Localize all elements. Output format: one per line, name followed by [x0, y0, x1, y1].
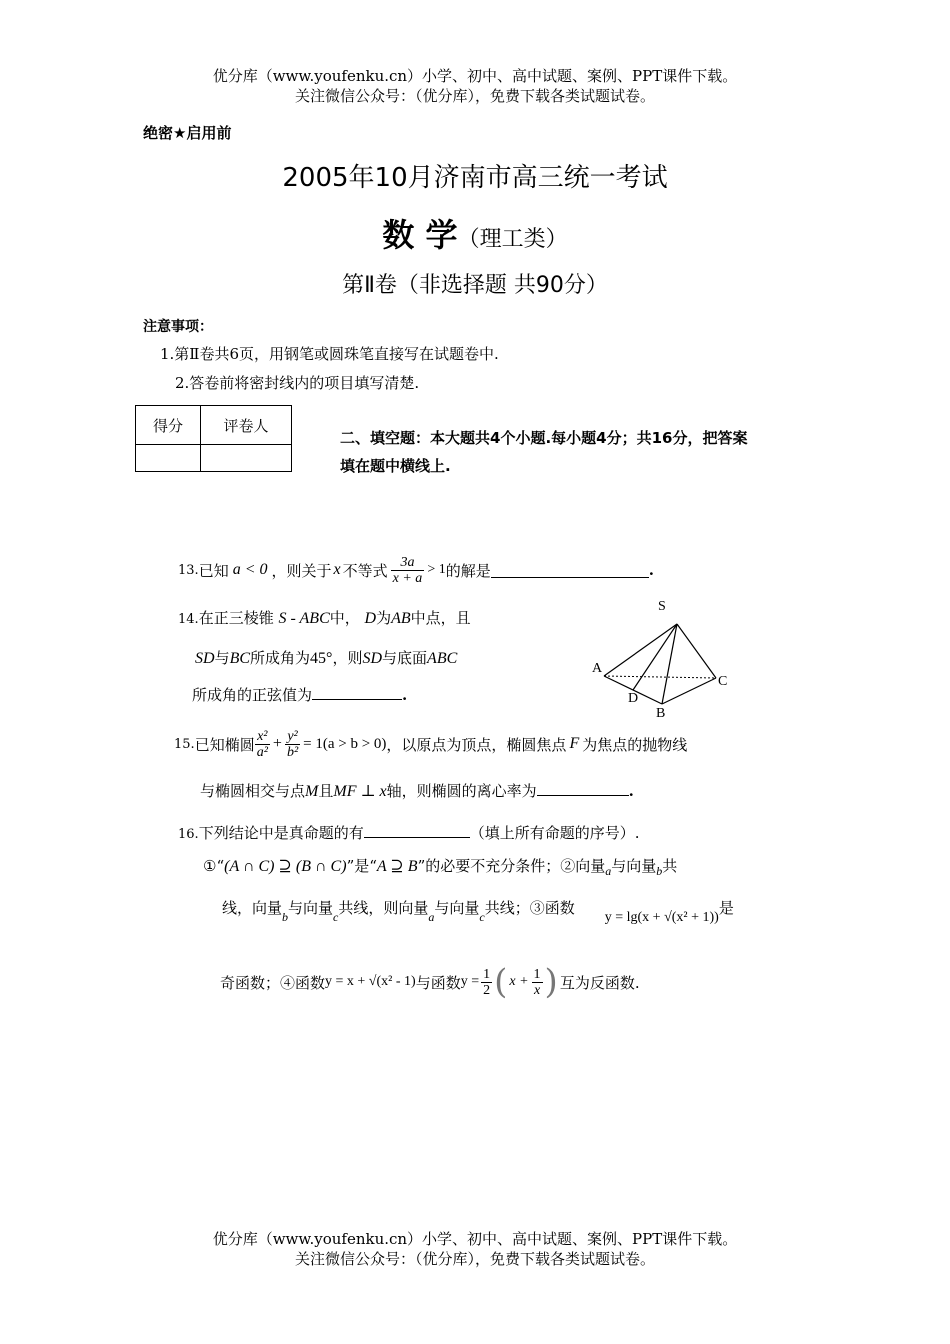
- q16-set-expr-2: A ⊇ B: [376, 858, 418, 875]
- q13-text-4: 的解是: [445, 561, 491, 580]
- volume-title: 第Ⅱ卷（非选择题 共90分）: [342, 273, 608, 298]
- q15-text-3: ，以原点为顶点，椭圆焦点: [386, 735, 567, 754]
- q16-vector-a-2: a: [428, 910, 435, 924]
- q16-text-2b: ”是“: [346, 857, 377, 875]
- q13-end: .: [648, 561, 654, 579]
- q16-text-4b: 与函数: [415, 973, 461, 992]
- q16-x-plus: x +: [509, 974, 529, 989]
- edge-bc: [662, 678, 716, 704]
- q16-text-2: （填上所有命题的序号）.: [469, 824, 640, 842]
- q14-answer-blank[interactable]: [312, 685, 402, 700]
- score-table: [135, 405, 292, 472]
- q15-focus: F: [569, 735, 580, 752]
- q16-vector-b-2: b: [282, 910, 289, 924]
- q16-answer-blank[interactable]: [364, 823, 470, 838]
- edge-ac-hidden: [604, 676, 716, 678]
- edge-sc: [677, 624, 716, 678]
- exam-title: 2005年10月济南市高三统一考试: [282, 163, 668, 193]
- q13-text-2: ，则关于: [271, 561, 332, 580]
- q15-plus: +: [272, 735, 282, 752]
- header-line-1: 优分库（www.youfenku.cn）小学、初中、高中试题、案例、PPT课件下载。: [212, 67, 738, 85]
- footer-line-1: 优分库（www.youfenku.cn）小学、初中、高中试题、案例、PPT课件下载。: [212, 1230, 738, 1248]
- q16-text-2a: ①“: [203, 857, 225, 875]
- q16-vector-c-2: c: [479, 910, 485, 924]
- header-line-2: 关注微信公众号：（优分库），免费下载各类试题试卷。: [294, 87, 655, 105]
- q15-fy-den: b²: [286, 744, 299, 760]
- section-line-2: 填在题中横线上.: [340, 457, 451, 475]
- q14-line-3: [192, 684, 407, 705]
- q15-text-2a: 与椭圆相交与点: [200, 782, 306, 800]
- notes-label: 注意事项：: [143, 319, 213, 335]
- q16-text-2d: 与向量: [611, 857, 657, 875]
- q14-text-2c: ，则: [332, 649, 363, 667]
- q15-answer-blank[interactable]: [537, 781, 629, 796]
- q15-fraction-y: [285, 729, 300, 760]
- q16-half-den: 2: [483, 982, 491, 998]
- q13-inequality: > 1: [427, 562, 446, 577]
- score-cell[interactable]: [136, 445, 201, 472]
- q16-text-3e: 共线；③函数: [484, 899, 575, 917]
- q16-line-4: [220, 958, 640, 1006]
- q16-function-4: y = x + √(x² - 1): [325, 974, 416, 989]
- q13-answer-blank[interactable]: [491, 563, 649, 578]
- q16-text-2c: ”的必要不充分条件；②向量: [417, 857, 606, 875]
- q16-right-paren: ): [544, 962, 558, 1002]
- q14-segment-ab: AB: [391, 610, 411, 627]
- q15-line-2: [200, 780, 634, 801]
- subject-name: 数 学: [382, 216, 458, 254]
- section-line-1: 二、填空题：本大题共4个小题.每小题4分；共16分，把答案: [340, 429, 748, 447]
- q15-text-1: 已知椭圆: [194, 735, 255, 754]
- q16-half-num: 1: [483, 966, 491, 982]
- q16-vector-b: b: [656, 864, 663, 878]
- q14-number: 14.: [178, 612, 199, 627]
- subject-title: [0, 210, 950, 256]
- q14-line-2: [195, 647, 457, 668]
- q14-text-2b: 所成角为: [250, 649, 311, 667]
- q13-condition: a < 0: [232, 561, 268, 578]
- note-item-2: 2.答卷前将密封线内的项目填写清楚.: [175, 374, 420, 392]
- q16-text-2e: 共: [662, 857, 678, 875]
- q16-text-1: 下列结论中是真命题的有: [198, 824, 364, 842]
- q16-half: [481, 967, 492, 998]
- q15-point-m: M: [305, 783, 319, 800]
- q16-text-4c: 互为反函数.: [559, 973, 640, 992]
- score-header: 得分: [136, 406, 201, 445]
- q14-text-2a: 与: [214, 649, 230, 667]
- q14-text-1a: 在正三棱锥: [198, 609, 274, 627]
- q14-bc: BC: [229, 650, 251, 667]
- q16-number: 16.: [178, 827, 199, 842]
- label-d: D: [628, 691, 639, 706]
- grader-header: 评卷人: [201, 406, 292, 445]
- q14-abc: ABC: [427, 650, 458, 667]
- q16-vector-a: a: [605, 864, 612, 878]
- q15-text-2b: 且: [318, 782, 334, 800]
- q14-line-1: [178, 607, 471, 628]
- q16-line-1: [178, 822, 639, 843]
- q14-sd-2: SD: [362, 650, 383, 667]
- q15-equation-rest: = 1(a > b > 0): [303, 735, 387, 752]
- q16-text-3a: 线，向量: [222, 899, 283, 917]
- q15-fx-den: a²: [256, 744, 268, 760]
- q16-inv-den: x: [533, 982, 541, 998]
- q16-text-3d: 与向量: [434, 899, 480, 917]
- q14-text-1c: 为: [376, 609, 392, 627]
- q16-text-3b: 与向量: [288, 899, 334, 917]
- q14-text-3: 所成角的正弦值为: [192, 686, 313, 704]
- q15-perp: MF ⊥ x: [333, 783, 387, 800]
- q16-text-4a: 奇函数；④函数: [220, 973, 326, 992]
- footer-line-2: 关注微信公众号：（优分库），免费下载各类试题试卷。: [294, 1250, 655, 1268]
- q16-line-2: [203, 855, 677, 879]
- q16-vector-c: c: [333, 910, 339, 924]
- q16-set-expr: (A ∩ C) ⊇ (B ∩ C): [224, 858, 347, 875]
- q14-angle: 45°: [310, 650, 333, 667]
- q14-pyramid: S - ABC: [278, 610, 330, 627]
- q13-number: 13.: [178, 562, 199, 578]
- q13-fraction-num: 3a: [391, 555, 425, 571]
- q13-fraction-den: x + a: [392, 570, 423, 586]
- q16-text-3f: 是: [718, 899, 734, 917]
- pyramid-figure: [590, 592, 740, 722]
- q15-text-4: 为焦点的抛物线: [582, 735, 688, 754]
- q14-text-2d: 与底面: [382, 649, 428, 667]
- secret-label: 绝密★启用前: [143, 124, 232, 142]
- q16-y-equals: y =: [460, 974, 480, 989]
- q16-inverse-fraction: [532, 967, 543, 998]
- q15-fraction-x: [255, 729, 270, 760]
- q15-line-1: [174, 722, 687, 766]
- q16-line-3: [222, 897, 734, 926]
- q13-text-1: 已知: [198, 561, 229, 580]
- q14-point-d: D: [364, 610, 377, 627]
- q16-inv-num: 1: [533, 966, 541, 982]
- label-s: S: [658, 599, 666, 614]
- label-c: C: [718, 674, 728, 689]
- q13-var: x: [333, 561, 341, 578]
- q14-text-1b: 中，: [329, 609, 360, 627]
- q15-number: 15.: [174, 736, 195, 752]
- q13-fraction: [391, 555, 425, 586]
- q14-sd: SD: [195, 650, 215, 667]
- grader-cell[interactable]: [201, 445, 292, 472]
- edge-sa: [604, 624, 677, 676]
- label-a: A: [592, 661, 603, 676]
- q15-fy-num: y²: [285, 729, 300, 745]
- note-item-1: 1.第Ⅱ卷共6页，用钢笔或圆珠笔直接写在试题卷中.: [160, 345, 499, 363]
- q15-text-2c: 轴，则椭圆的离心率为: [386, 782, 537, 800]
- q14-text-1d: 中点，且: [410, 609, 471, 627]
- q15-fx-num: x²: [255, 729, 270, 745]
- q14-end: .: [402, 686, 408, 704]
- q13-text-3: 不等式: [342, 561, 388, 580]
- q16-text-3c: 共线，则向量: [338, 899, 429, 917]
- q16-function-3: y = lg(x + √(x² + 1)): [604, 910, 719, 925]
- q15-end: .: [628, 782, 634, 800]
- label-b: B: [656, 706, 666, 721]
- subject-note: （理工类）: [457, 227, 568, 252]
- q16-left-paren: (: [494, 962, 508, 1002]
- question-13: [178, 550, 654, 590]
